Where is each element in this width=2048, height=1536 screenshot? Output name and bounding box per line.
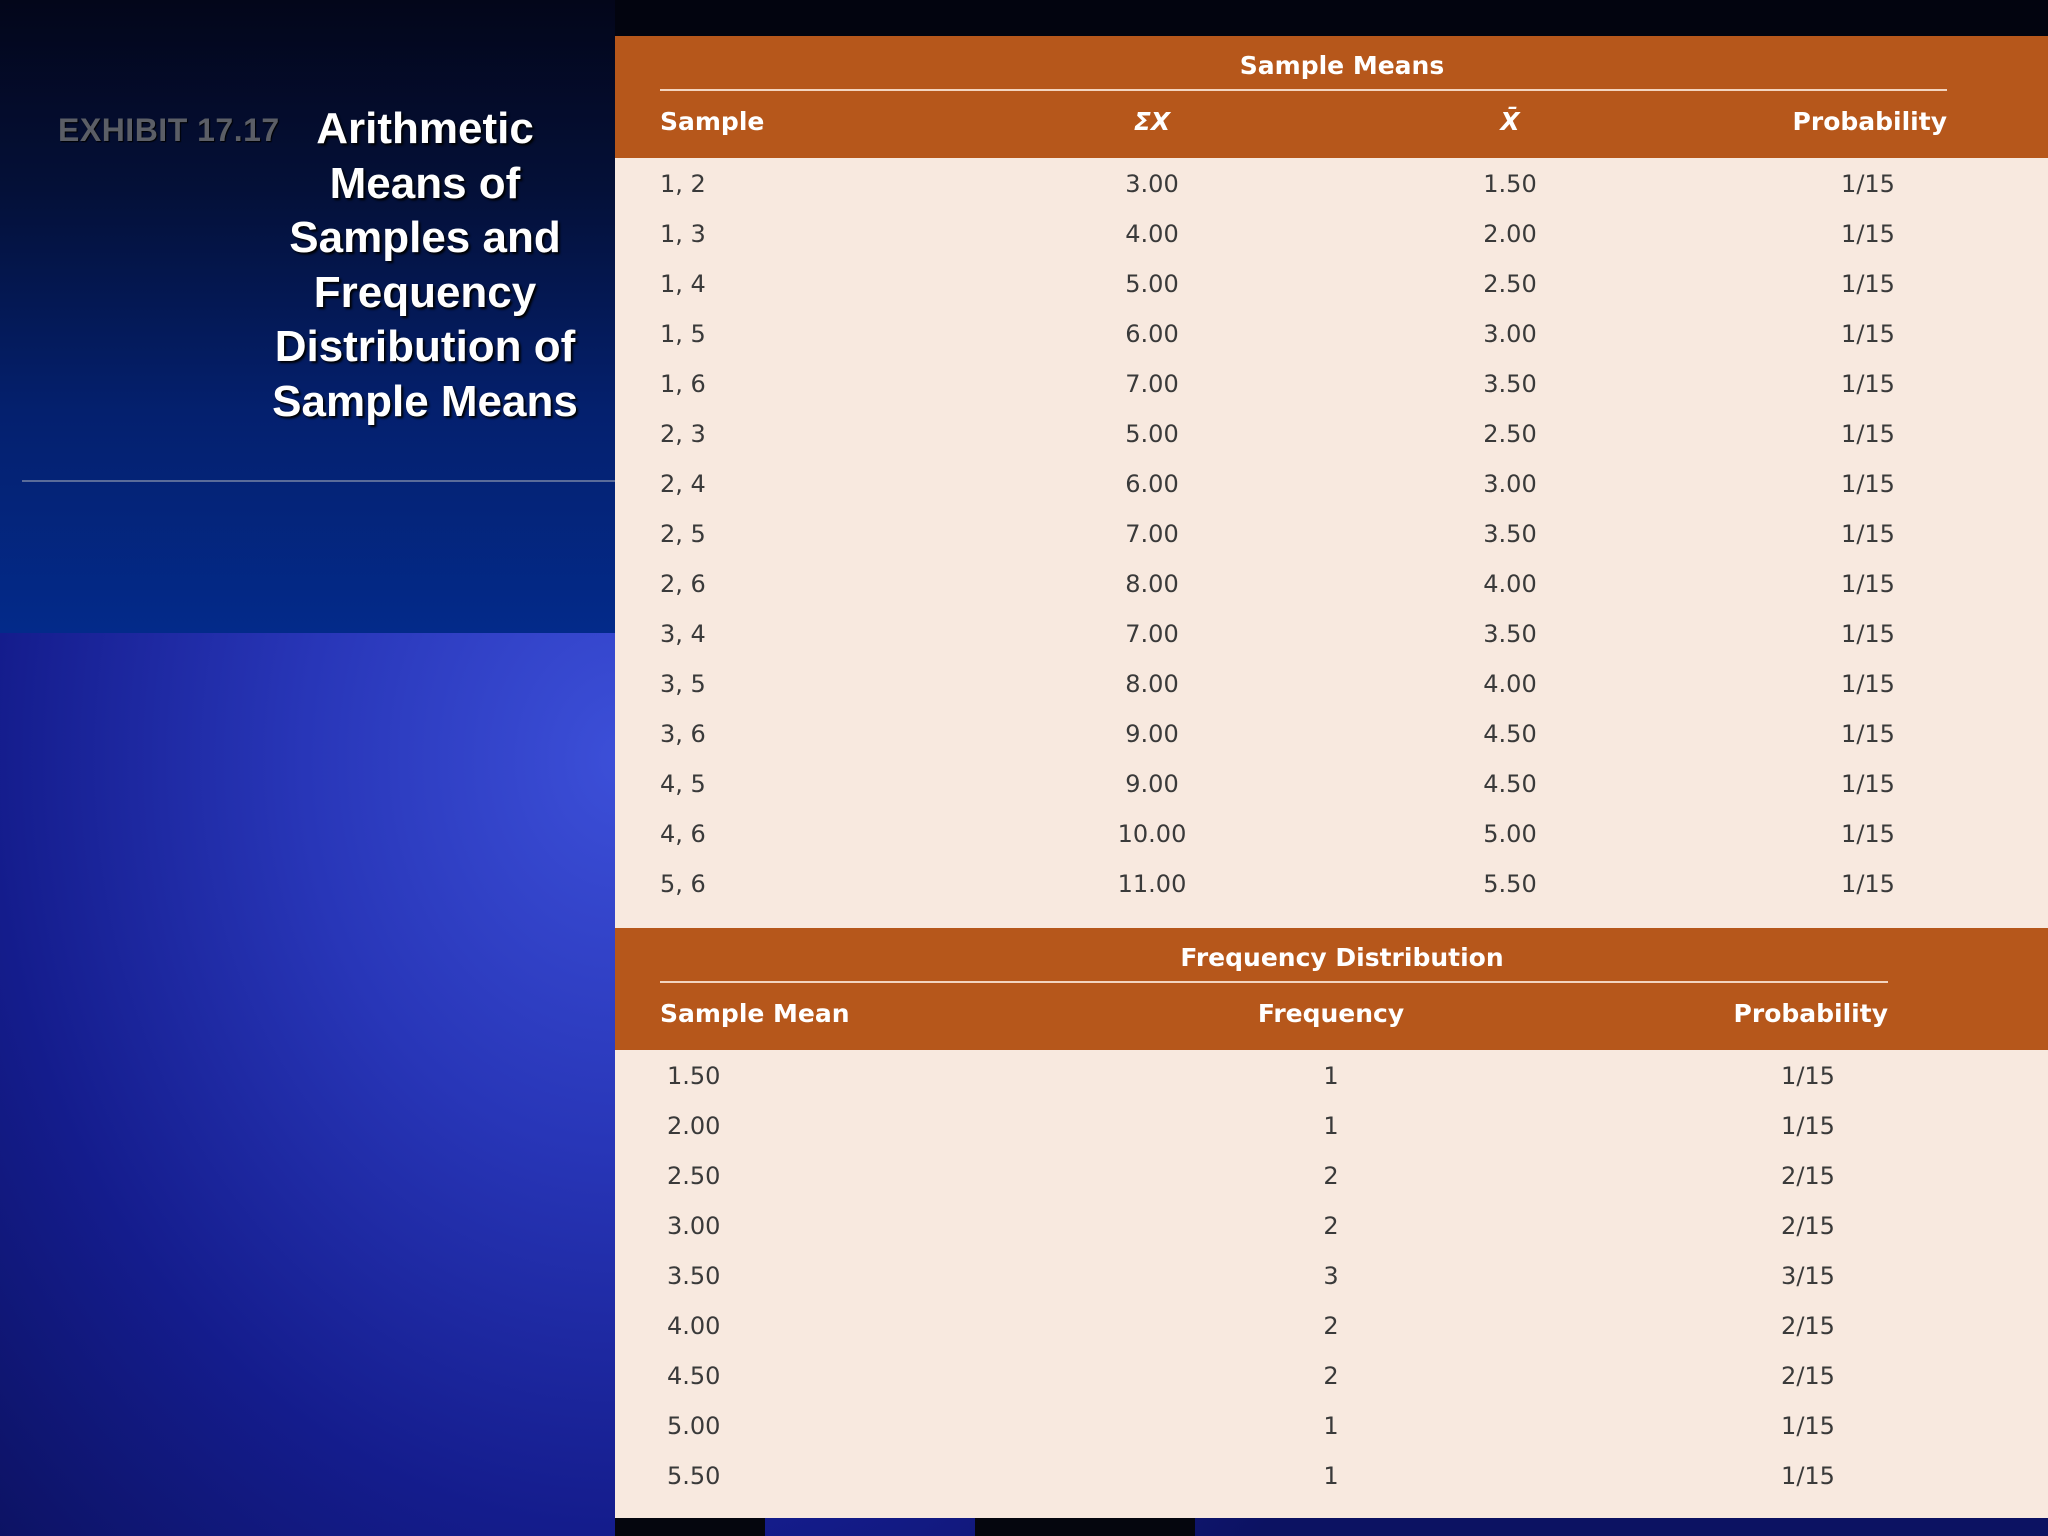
- cell-sample: 5, 6: [660, 870, 706, 898]
- cell-sample-mean: 1.50: [667, 1062, 721, 1090]
- cell-sum-x: 6.00: [1125, 320, 1179, 348]
- top-strip: [615, 0, 2048, 36]
- bottom-shadow: [615, 1518, 765, 1536]
- cell-sample-mean: 5.50: [667, 1462, 721, 1490]
- cell-sample: 3, 5: [660, 670, 706, 698]
- bottom-shadow: [975, 1518, 1195, 1536]
- cell-frequency: 1: [1323, 1462, 1339, 1490]
- col-header-fd-probability: Probability: [1733, 999, 1888, 1028]
- cell-sample: 4, 5: [660, 770, 706, 798]
- cell-sum-x: 9.00: [1125, 770, 1179, 798]
- title-divider: [22, 480, 615, 482]
- cell-x-bar: 2.50: [1483, 270, 1537, 298]
- col-header-frequency: Frequency: [1257, 999, 1405, 1028]
- cell-frequency: 2: [1323, 1312, 1339, 1340]
- cell-probability: 1/15: [1841, 270, 1895, 298]
- cell-sample-mean: 3.00: [667, 1212, 721, 1240]
- cell-sum-x: 3.00: [1125, 170, 1179, 198]
- cell-sample: 4, 6: [660, 820, 706, 848]
- cell-sample: 2, 4: [660, 470, 706, 498]
- cell-x-bar: 3.50: [1483, 520, 1537, 548]
- cell-fd-probability: 1/15: [1781, 1412, 1835, 1440]
- cell-frequency: 1: [1323, 1062, 1339, 1090]
- cell-x-bar: 3.50: [1483, 620, 1537, 648]
- sample-means-header: [615, 36, 2048, 158]
- frequency-caption: Frequency Distribution: [1180, 943, 1504, 972]
- cell-frequency: 2: [1323, 1162, 1339, 1190]
- caption-rule: [660, 981, 1888, 983]
- cell-x-bar: 4.00: [1483, 570, 1537, 598]
- cell-x-bar: 2.50: [1483, 420, 1537, 448]
- cell-sample: 1, 3: [660, 220, 706, 248]
- cell-x-bar: 3.00: [1483, 320, 1537, 348]
- caption-rule: [660, 89, 1947, 91]
- cell-probability: 1/15: [1841, 570, 1895, 598]
- cell-sum-x: 10.00: [1117, 820, 1187, 848]
- cell-frequency: 2: [1323, 1212, 1339, 1240]
- cell-probability: 1/15: [1841, 320, 1895, 348]
- cell-x-bar: 3.50: [1483, 370, 1537, 398]
- cell-probability: 1/15: [1841, 820, 1895, 848]
- cell-x-bar: 2.00: [1483, 220, 1537, 248]
- cell-frequency: 1: [1323, 1112, 1339, 1140]
- cell-x-bar: 4.00: [1483, 670, 1537, 698]
- cell-sample: 2, 6: [660, 570, 706, 598]
- cell-x-bar: 3.00: [1483, 470, 1537, 498]
- exhibit-label: EXHIBIT 17.17: [58, 112, 280, 148]
- cell-sample: 1, 4: [660, 270, 706, 298]
- cell-sample: 1, 5: [660, 320, 706, 348]
- col-header-x-bar: X̄: [1500, 107, 1520, 136]
- cell-probability: 1/15: [1841, 220, 1895, 248]
- cell-probability: 1/15: [1841, 520, 1895, 548]
- cell-sum-x: 9.00: [1125, 720, 1179, 748]
- cell-probability: 1/15: [1841, 670, 1895, 698]
- cell-sample-mean: 2.50: [667, 1162, 721, 1190]
- sample-means-caption: Sample Means: [1239, 51, 1445, 80]
- cell-probability: 1/15: [1841, 170, 1895, 198]
- col-header-sample-mean: Sample Mean: [660, 999, 850, 1028]
- cell-sample-mean: 4.00: [667, 1312, 721, 1340]
- cell-sample-mean: 2.00: [667, 1112, 721, 1140]
- cell-sample: 2, 5: [660, 520, 706, 548]
- cell-sample-mean: 3.50: [667, 1262, 721, 1290]
- cell-sum-x: 7.00: [1125, 520, 1179, 548]
- cell-probability: 1/15: [1841, 470, 1895, 498]
- cell-x-bar: 4.50: [1483, 720, 1537, 748]
- cell-sum-x: 5.00: [1125, 420, 1179, 448]
- cell-x-bar: 4.50: [1483, 770, 1537, 798]
- cell-frequency: 2: [1323, 1362, 1339, 1390]
- cell-sum-x: 4.00: [1125, 220, 1179, 248]
- cell-fd-probability: 1/15: [1781, 1062, 1835, 1090]
- cell-sum-x: 11.00: [1117, 870, 1187, 898]
- cell-probability: 1/15: [1841, 370, 1895, 398]
- cell-x-bar: 1.50: [1483, 170, 1537, 198]
- cell-sum-x: 8.00: [1125, 570, 1179, 598]
- cell-probability: 1/15: [1841, 720, 1895, 748]
- cell-fd-probability: 2/15: [1781, 1212, 1835, 1240]
- cell-frequency: 1: [1323, 1412, 1339, 1440]
- cell-sample: 1, 2: [660, 170, 706, 198]
- col-header-sum-x: ΣX: [1133, 107, 1171, 136]
- cell-fd-probability: 1/15: [1781, 1112, 1835, 1140]
- cell-fd-probability: 1/15: [1781, 1462, 1835, 1490]
- col-header-probability: Probability: [1792, 107, 1947, 136]
- frequency-header: [615, 928, 2048, 1050]
- cell-sum-x: 5.00: [1125, 270, 1179, 298]
- cell-sample: 2, 3: [660, 420, 706, 448]
- col-header-sample: Sample: [660, 107, 765, 136]
- cell-sample: 3, 4: [660, 620, 706, 648]
- table-panel: [615, 36, 2048, 1518]
- cell-probability: 1/15: [1841, 770, 1895, 798]
- slide-title: Arithmetic Means of Samples and Frequency Distribution of Sample Means: [272, 104, 578, 426]
- cell-sample: 1, 6: [660, 370, 706, 398]
- cell-sum-x: 6.00: [1125, 470, 1179, 498]
- cell-probability: 1/15: [1841, 420, 1895, 448]
- cell-sum-x: 7.00: [1125, 370, 1179, 398]
- cell-x-bar: 5.00: [1483, 820, 1537, 848]
- cell-sum-x: 7.00: [1125, 620, 1179, 648]
- cell-fd-probability: 2/15: [1781, 1162, 1835, 1190]
- cell-probability: 1/15: [1841, 620, 1895, 648]
- cell-sample-mean: 4.50: [667, 1362, 721, 1390]
- cell-x-bar: 5.50: [1483, 870, 1537, 898]
- cell-fd-probability: 3/15: [1781, 1262, 1835, 1290]
- cell-probability: 1/15: [1841, 870, 1895, 898]
- cell-sample-mean: 5.00: [667, 1412, 721, 1440]
- cell-sum-x: 8.00: [1125, 670, 1179, 698]
- cell-sample: 3, 6: [660, 720, 706, 748]
- cell-frequency: 3: [1323, 1262, 1339, 1290]
- cell-fd-probability: 2/15: [1781, 1312, 1835, 1340]
- cell-fd-probability: 2/15: [1781, 1362, 1835, 1390]
